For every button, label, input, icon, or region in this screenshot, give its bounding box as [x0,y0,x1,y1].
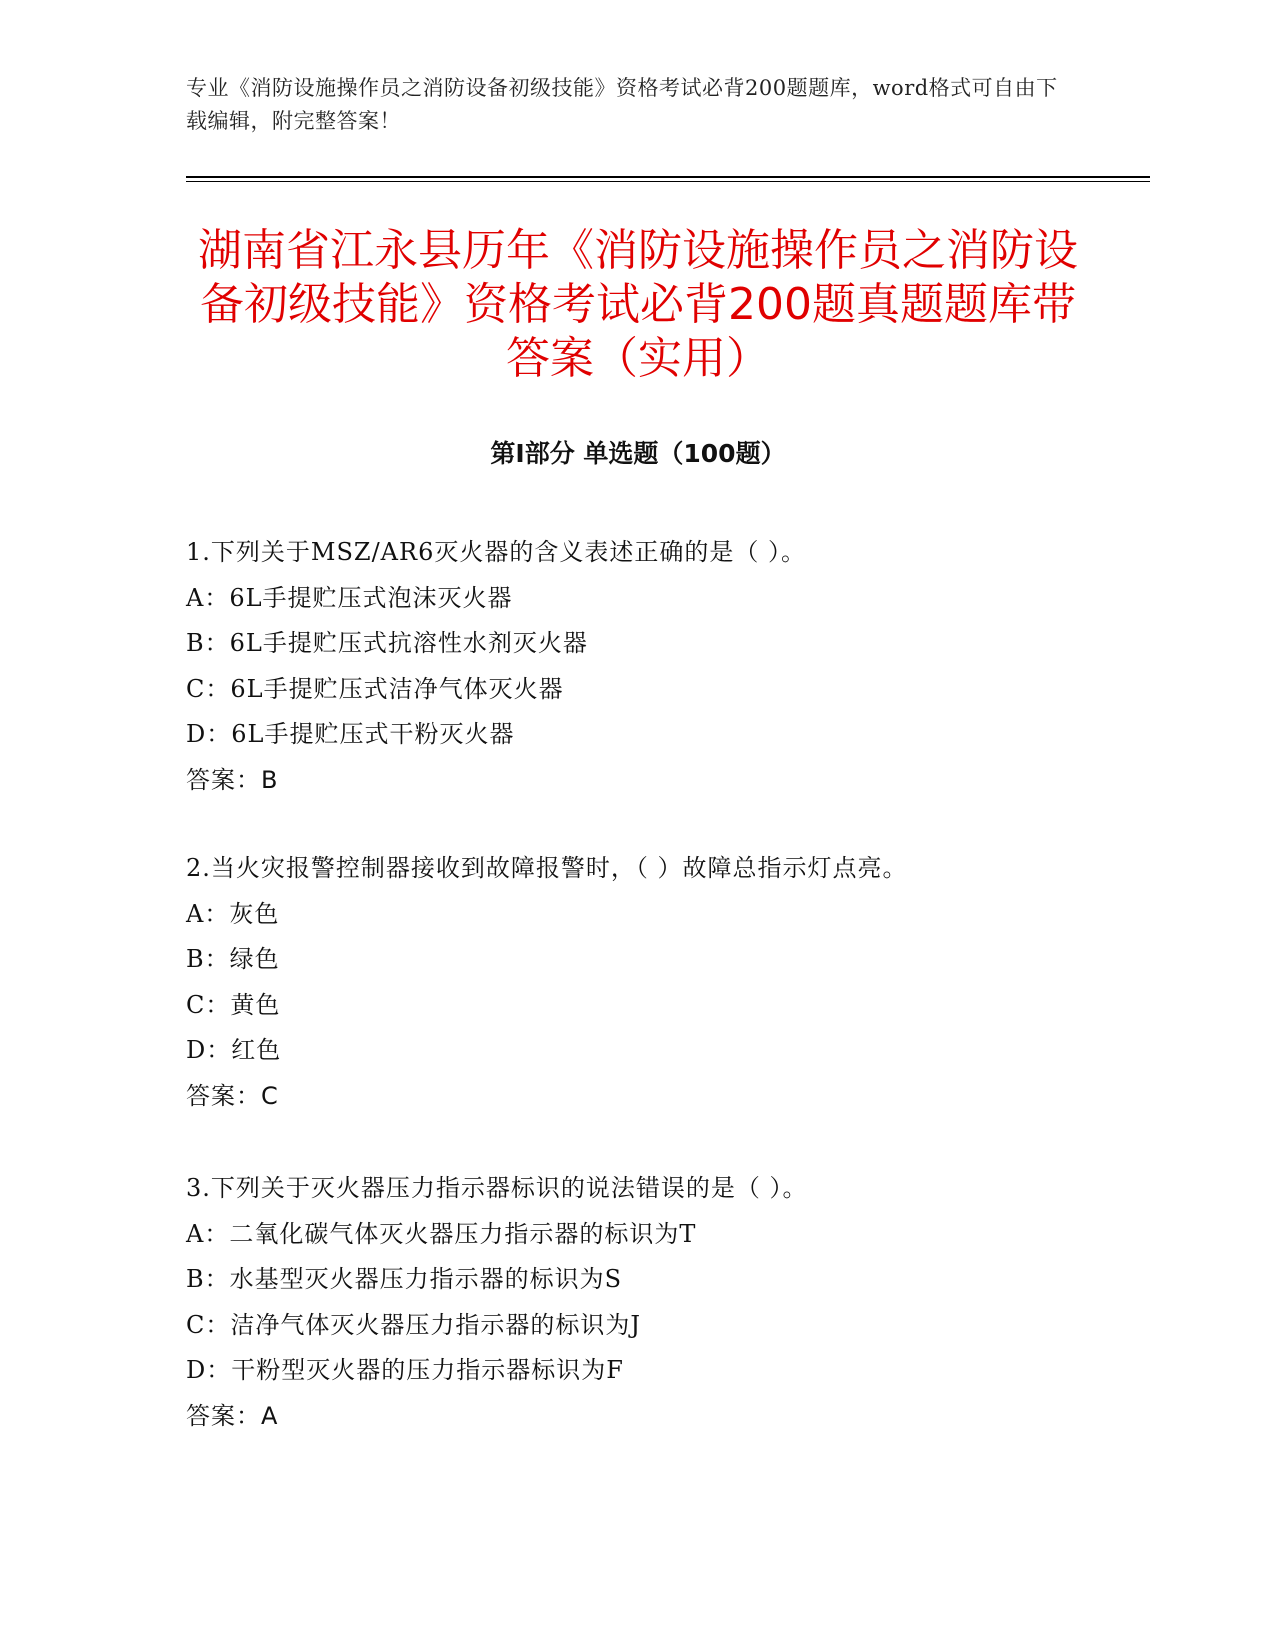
question-block [186,530,1106,803]
option-c: C：黄色 [186,990,281,1019]
option-b: B：绿色 [186,945,280,973]
option-c: C：洁净气体灭火器压力指示器的标识为J [186,1310,641,1339]
option-b: B：6L手提贮压式抗溶性水剂灭火器 [186,629,588,657]
option-b: B：水基型灭火器压力指示器的标识为S [186,1265,623,1293]
question-block [186,1166,1106,1439]
header-divider-thin [186,181,1150,182]
option-a: A：灰色 [186,899,280,928]
option-c: C：6L手提贮压式洁净气体灭火器 [186,674,564,703]
question-stem: 1.下列关于MSZ/AR6灭火器的含义表述正确的是（ ）。 [186,538,806,566]
question-block [186,846,1106,1119]
question-stem: 2.当火灾报警控制器接收到故障报警时，（ ）故障总指示灯点亮。 [186,854,908,882]
question-stem: 3.下列关于灭火器压力指示器标识的说法错误的是（ ）。 [186,1174,808,1202]
section-title: 第Ⅰ部分 单选题（100题） [490,439,786,468]
answer-label: 答案：B [186,765,279,794]
document-title: 湖南省江永县历年《消防设施操作员之消防设备初级技能》资格考试必背200题真题题库带答案（实用） [198,225,1078,384]
option-a: A：二氧化碳气体灭火器压力指示器的标识为T [186,1219,697,1248]
option-d: D：红色 [186,1036,282,1064]
header-divider-thick [186,176,1150,178]
option-a: A：6L手提贮压式泡沫灭火器 [186,583,513,612]
option-d: D：6L手提贮压式干粉灭火器 [186,720,515,748]
answer-label: 答案：A [186,1401,279,1430]
header-note: 专业《消防设施操作员之消防设备初级技能》资格考试必背200题题库，word格式可自由下载编辑，附完整答案！ [186,76,1058,133]
option-d: D：干粉型灭火器的压力指示器标识为F [186,1356,624,1384]
answer-label: 答案：C [186,1081,279,1110]
